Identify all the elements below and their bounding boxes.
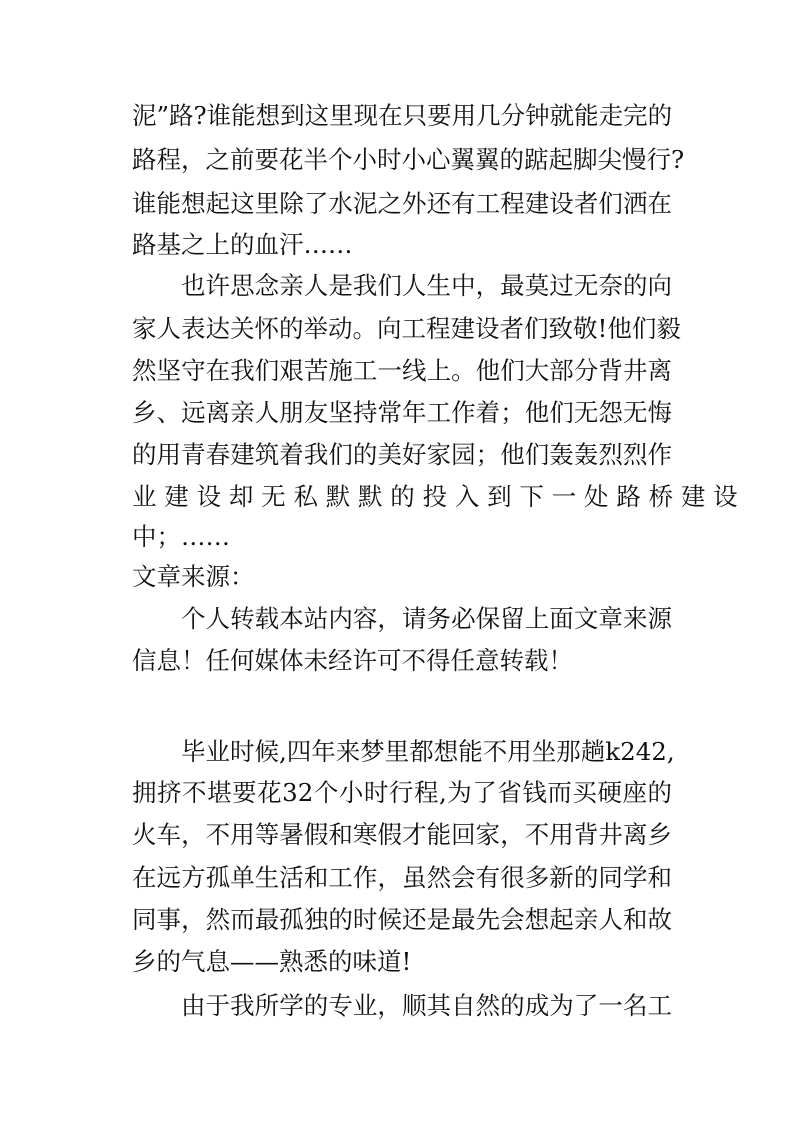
text-line-9: 的用青春建筑着我们的美好家园；他们轰轰烈烈作 bbox=[132, 440, 672, 469]
text-line-7: 然坚守在我们艰苦施工一线上。他们大部分背井离 bbox=[132, 356, 672, 385]
text-line-8: 乡、远离亲人朋友坚持常年工作着；他们无怨无悔 bbox=[132, 398, 672, 427]
text-line-2: 路程，之前要花半个小时小心翼翼的踮起脚尖慢行? bbox=[132, 145, 685, 174]
text-line-21: 由于我所学的专业，顺其自然的成为了一名工 bbox=[181, 991, 672, 1020]
text-line-13: 个人转载本站内容，请务必保留上面文章来源 bbox=[181, 604, 672, 633]
text-line-11: 中；…… bbox=[132, 522, 230, 551]
text-line-14: 信息！任何媒体未经许可不得任意转载！ bbox=[132, 646, 573, 675]
text-line-18: 在远方孤单生活和工作，虽然会有很多新的同学和 bbox=[132, 863, 672, 892]
text-line-15: 毕业时候,四年来梦里都想能不用坐那趟k242, bbox=[181, 737, 675, 766]
text-line-1: 泥”路?谁能想到这里现在只要用几分钟就能走完的 bbox=[132, 101, 673, 130]
text-line-19: 同事，然而最孤独的时候还是最先会想起亲人和故 bbox=[132, 905, 672, 934]
text-line-10: 业 建 设 却 无 私 默 默 的 投 入 到 下 一 处 路 桥 建 设 bbox=[132, 482, 738, 511]
text-line-5: 也许思念亲人是我们人生中，最莫过无奈的向 bbox=[181, 271, 672, 300]
text-line-6: 家人表达关怀的举动。向工程建设者们致敬!他们毅 bbox=[132, 314, 681, 343]
text-line-17: 火车，不用等暑假和寒假才能回家，不用背井离乡 bbox=[132, 820, 672, 849]
text-line-4: 路基之上的血汗…… bbox=[132, 230, 353, 259]
source-label: 文章来源： bbox=[132, 562, 255, 591]
text-line-20: 乡的气息——熟悉的味道! bbox=[132, 947, 412, 976]
text-line-3: 谁能想起这里除了水泥之外还有工程建设者们洒在 bbox=[132, 189, 672, 218]
text-line-16: 拥挤不堪要花32个小时行程,为了省钱而买硬座的 bbox=[132, 778, 672, 807]
